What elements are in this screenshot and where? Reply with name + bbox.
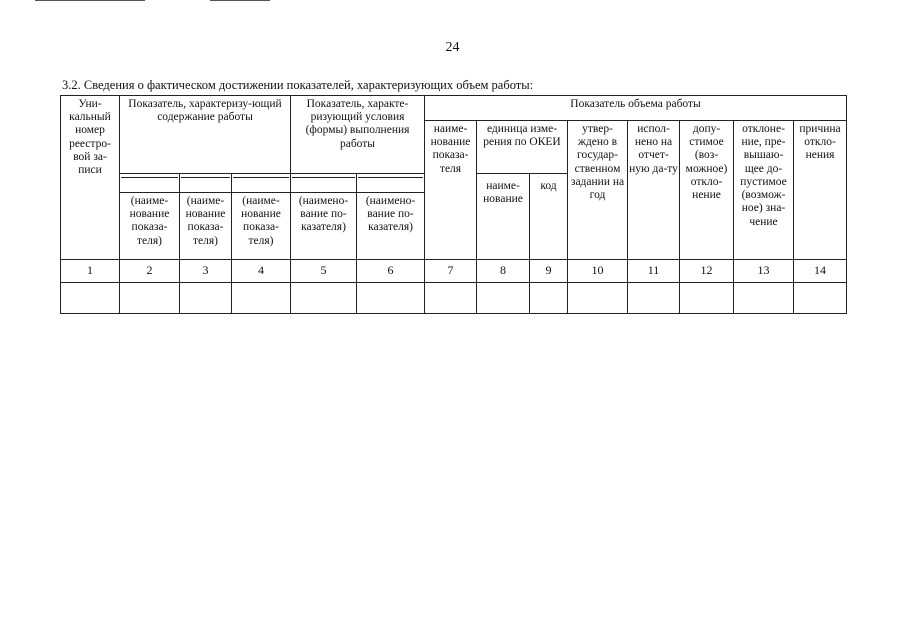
header-approved: утвер-ждено в государ-ственном задании на год xyxy=(568,121,628,260)
column-number: 6 xyxy=(357,260,425,283)
scan-artifact xyxy=(210,0,270,1)
sub-header-conditions-2: (наимено-вание по-казателя) xyxy=(357,193,425,260)
table-cell xyxy=(794,283,847,314)
header-indicator-name: наиме-нование показа-теля xyxy=(425,121,477,260)
sub-header-line xyxy=(232,174,291,193)
sub-header-conditions-1: (наимено-вание по-казателя) xyxy=(291,193,357,260)
header-okei-name: наиме-нование xyxy=(477,174,530,260)
column-number: 10 xyxy=(568,260,628,283)
column-number: 2 xyxy=(120,260,180,283)
sub-header-line xyxy=(357,174,425,193)
table-cell xyxy=(734,283,794,314)
column-number: 5 xyxy=(291,260,357,283)
column-number: 3 xyxy=(180,260,232,283)
table-cell xyxy=(628,283,680,314)
header-okei-unit: единица изме-рения по ОКЕИ xyxy=(477,121,568,174)
table-cell xyxy=(680,283,734,314)
column-number: 9 xyxy=(530,260,568,283)
table-cell xyxy=(120,283,180,314)
sub-header-line xyxy=(291,174,357,193)
column-number: 4 xyxy=(232,260,291,283)
table-cell xyxy=(530,283,568,314)
table-cell xyxy=(291,283,357,314)
header-excess-deviation: отклоне-ние, пре-вышаю-щее до-пустимое (возмож-ное) зна-чение xyxy=(734,121,794,260)
sub-header-content-3: (наиме-нование показа-теля) xyxy=(232,193,291,260)
table-cell xyxy=(477,283,530,314)
page-number: 24 xyxy=(445,40,460,55)
table-row xyxy=(61,283,847,314)
header-conditions-indicator: Показатель, характе-ризующий условия (формы) выполнения работы xyxy=(291,96,425,174)
table-cell xyxy=(180,283,232,314)
header-allowed-deviation: допу-стимое (воз-можное) откло-нение xyxy=(680,121,734,260)
section-title: 3.2. Сведения о фактическом достижении показателей, характеризующих объем работы: xyxy=(62,78,534,92)
column-number: 14 xyxy=(794,260,847,283)
column-number-row xyxy=(61,260,847,283)
scan-artifact xyxy=(35,0,145,1)
header-unique-record: Уни-кальный номер реестро-вой за-писи xyxy=(61,96,120,260)
table-cell xyxy=(568,283,628,314)
table-cell xyxy=(425,283,477,314)
column-number: 1 xyxy=(61,260,120,283)
sub-header-line xyxy=(120,174,180,193)
header-okei-code: код xyxy=(530,174,568,260)
table-cell xyxy=(232,283,291,314)
header-content-indicator: Показатель, характеризу-ющий содержание работы xyxy=(120,96,291,174)
header-deviation-reason: причина откло-нения xyxy=(794,121,847,260)
column-number: 13 xyxy=(734,260,794,283)
table-cell xyxy=(357,283,425,314)
column-number: 7 xyxy=(425,260,477,283)
column-number: 12 xyxy=(680,260,734,283)
column-number: 11 xyxy=(628,260,680,283)
sub-header-line xyxy=(180,174,232,193)
table-cell xyxy=(61,283,120,314)
column-number: 8 xyxy=(477,260,530,283)
sub-header-content-1: (наиме-нование показа-теля) xyxy=(120,193,180,260)
header-executed: испол-нено на отчет-ную да-ту xyxy=(628,121,680,260)
sub-header-content-2: (наиме-нование показа-теля) xyxy=(180,193,232,260)
header-volume-indicator: Показатель объема работы xyxy=(425,96,847,121)
volume-indicators-table xyxy=(60,95,847,314)
